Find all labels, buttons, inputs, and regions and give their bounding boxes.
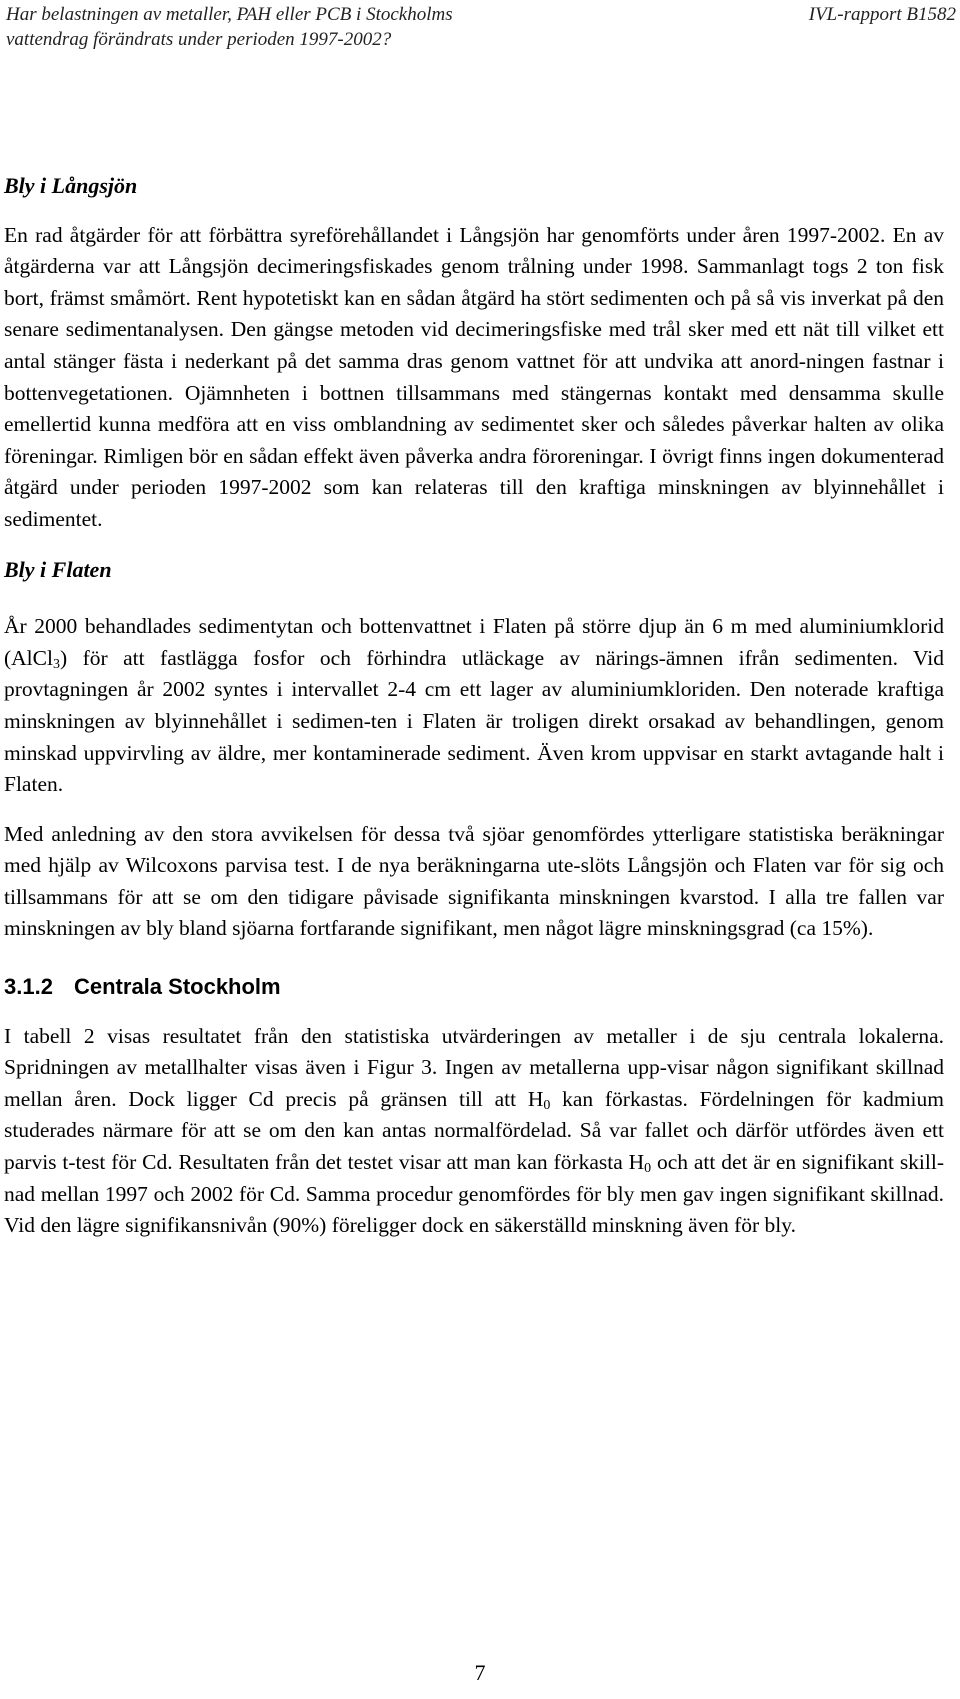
flaten-text-part-2: ) för att fastlägga fosfor och förhindra utläckage av närings-ämnen ifrån sedimenten. Vid provtagningen år 2002 syntes i intervallet 2-4 cm ett lager av aluminiumkloriden. Den noterade kraftiga minskningen av blyinnehållet i sedimen-ten i Flaten är troligen direkt orsakad av behandlingen, genom minskad uppvirvling av äldre, mer kontaminerade sediment. Även krom uppvisar en starkt avtagande halt i Flaten. — [4, 645, 944, 797]
report-id: IVL-rapport B1582 — [808, 4, 956, 25]
page-number: 7 — [474, 1660, 486, 1685]
paragraph-langsjon: En rad åtgärder för att förbättra syreförehållandet i Långsjön har genomförts under åren 1997-2002. En av åtgärderna var att Långsjön decimeringsfiskades genom trålning under 1998. Sammanlagt togs 2 ton fisk bort, främst småmört. Rent hypotetiskt kan en sådan åtgärd ha stört sedimenten och på så vis inverkat på den senare sedimentanalysen. Den gängse metoden vid decimeringsfiske med trål sker med ett nät till vilket ett antal stänger fästa i nederkant på det samma dras genom vattnet för att undvika att anord-ningen fastnar i bottenvegetationen. Ojämnheten i bottnen tillsammans med stängernas kontakt med densamma skulle emellertid kunna medföra att en viss omblandning av sedimentet sker och således påverkar halten av olika föreningar. Rimligen bör en sådan effekt även påverka andra föroreningar. I övrigt finns ingen dokumenterad åtgärd under perioden 1997-2002 som kan relateras till den kraftiga minskningen av blyinnehållet i sedimentet. — [4, 222, 944, 531]
running-header — [6, 2, 956, 52]
report-title-line-2: vattendrag förändrats under perioden 1997-2002? — [6, 29, 392, 50]
subsection-heading-centrala-stockholm — [4, 971, 944, 1003]
paragraph-centrala — [4, 1021, 944, 1242]
h0-subscript-2: 0 — [644, 1161, 652, 1177]
paragraph-flaten — [4, 611, 944, 801]
running-header-row-1 — [6, 2, 956, 27]
centrala-text-part-2: kan förkastas. Fördelningen för kadmium studerades närmare för att se om den kan antas normalfördelad. Så var fallet och därför utfördes även ett parvis t-test för Cd. Resultaten från det testet visar att man kan förkasta H — [4, 1086, 944, 1175]
subsection-number: 3.1.2 — [4, 974, 53, 1000]
centrala-text-part-1: I tabell 2 visas resultatet från den statistiska utvärderingen av metaller i de sju centrala lokalerna. Spridningen av metallhalter visas även i Figur 3. Ingen av metallerna upp-visar någon signifikant skillnad mellan åren. Dock ligger Cd precis på gränsen till att H — [4, 1023, 944, 1111]
running-header-row-2 — [6, 27, 956, 52]
section-heading-flaten: Bly i Flaten — [4, 556, 112, 582]
section-heading-langsjon: Bly i Långsjön — [4, 173, 138, 198]
report-title-line-1: Har belastningen av metaller, PAH eller PCB i Stockholms — [6, 4, 453, 25]
subsection-title: Centrala Stockholm — [74, 974, 281, 1000]
h0-subscript-1: 0 — [543, 1097, 551, 1113]
centrala-text-part-3: och att det är en signifikant skill-nad mellan 1997 och 2002 för Cd. Samma procedur genomfördes för bly men gav ingen signifikant skillnad. Vid den lägre signifikansnivån (90%) föreligger dock en säkerställd minskning även för bly. — [4, 1150, 945, 1238]
paragraph-wilcoxon: Med anledning av den stora avvikelsen för dessa två sjöar genomfördes ytterligare statistiska beräkningar med hjälp av Wilcoxons parvisa test. I de nya beräkningarna ute-slöts Långsjön och Flaten var för sig och tillsammans för att se om den tidigare påvisade signifikanta minskningen kvarstod. I alla tre fallen var minskningen av bly bland sjöarna fortfarande signifikant, men något lägre minskningsgrad (ca 15%). — [4, 821, 944, 941]
page-content — [4, 170, 944, 1242]
formula-subscript: 3 — [52, 656, 60, 672]
flaten-text-part-1: År 2000 behandlades sedimentytan och bottenvattnet i Flaten på större djup än 6 m med aluminiumklorid (AlCl — [4, 614, 944, 670]
